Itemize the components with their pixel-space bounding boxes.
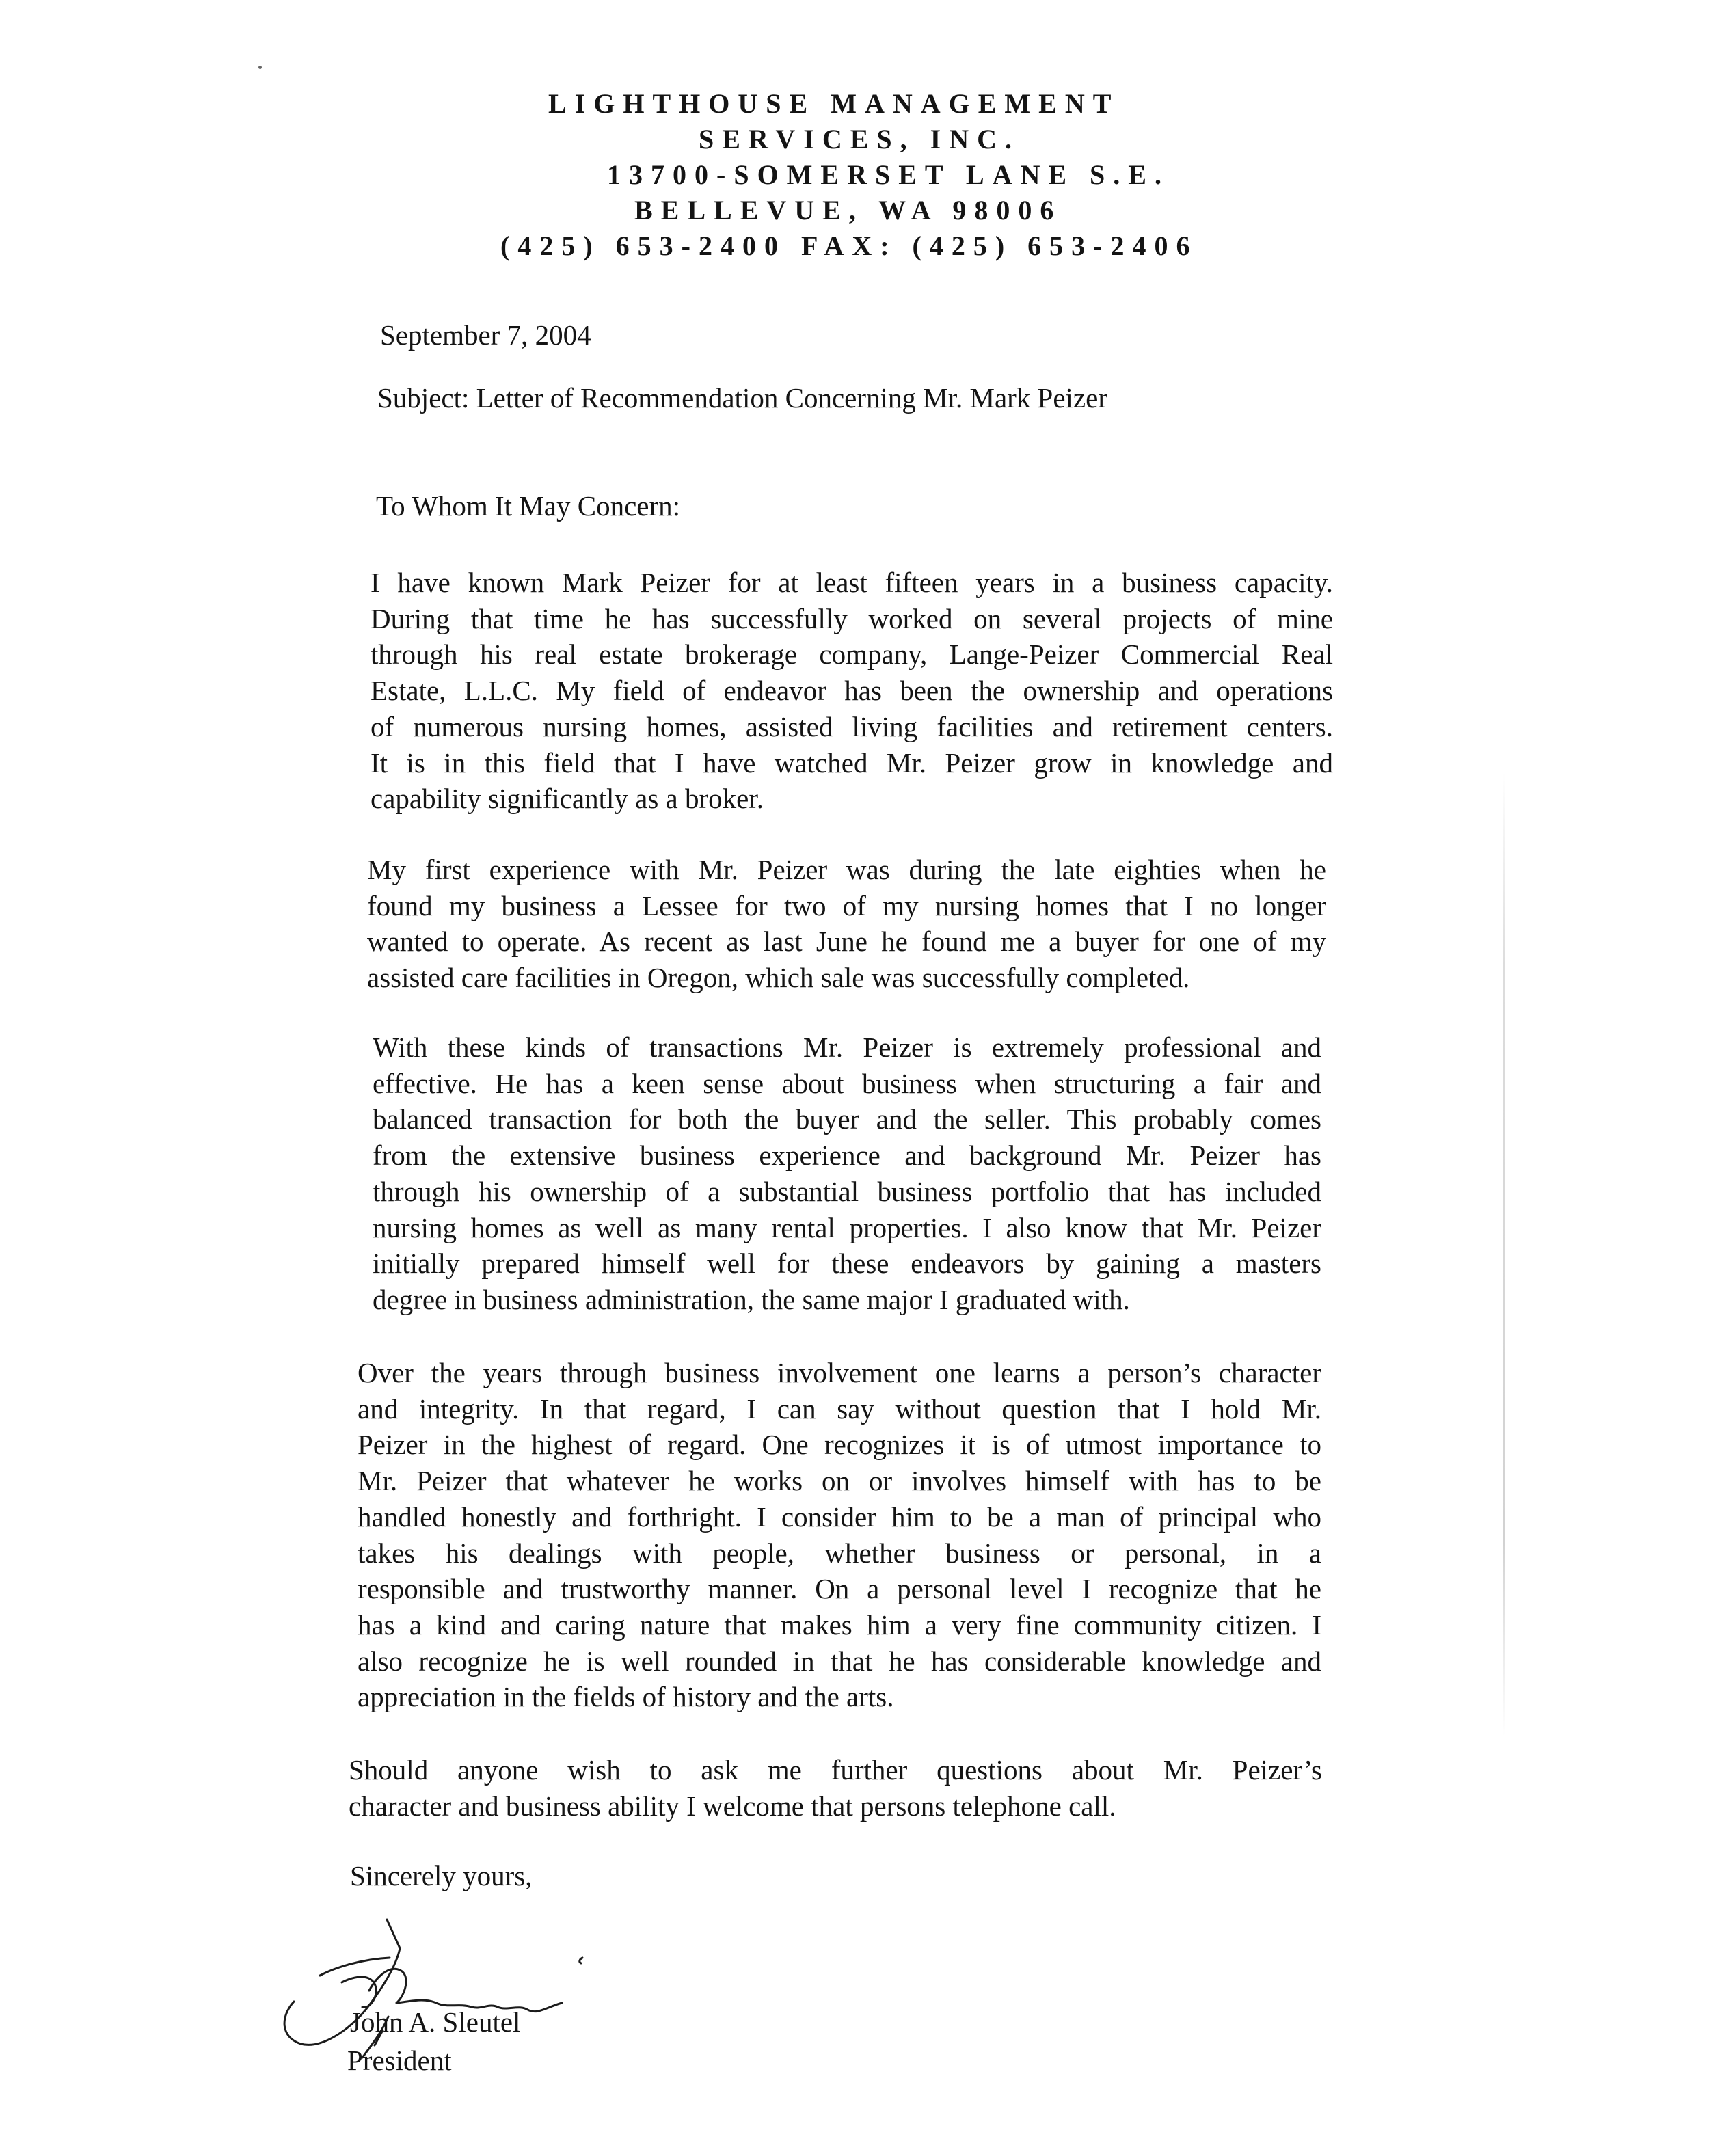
paragraph-line: Should anyone wish to ask me further questions about Mr. Peizer’s — [349, 1754, 1322, 1786]
signer-title: President — [347, 2045, 452, 2076]
letterhead-company-line2: SERVICES, INC. — [699, 124, 1021, 154]
paragraph-line: character and business ability I welcome that persons telephone call. — [349, 1790, 1116, 1822]
letterhead-company-line1: LIGHTHOUSE MANAGEMENT — [548, 88, 1120, 119]
paragraph-line: It is in this field that I have watched Mr. Peizer grow in knowledge and — [371, 746, 1333, 779]
paragraph-line: I have known Mark Peizer for at least fifteen years in a business capacity. — [371, 567, 1333, 598]
paragraph-line: Estate, L.L.C. My field of endeavor has been the ownership and operations — [371, 675, 1333, 707]
closing-text: Sincerely yours, — [350, 1860, 533, 1891]
body-paragraph-1 — [371, 565, 1333, 817]
paragraph-line: capability significantly as a broker. — [371, 783, 764, 815]
body-paragraph-2 — [367, 852, 1326, 996]
letterhead-phone-fax: (425) 653-2400 FAX: (425) 653-2406 — [500, 230, 1198, 261]
paragraph-line: takes his dealings with people, whether business or personal, in a — [358, 1537, 1321, 1569]
body-paragraph-4 — [358, 1355, 1321, 1715]
paragraph-line: effective. He has a keen sense about business when structuring a fair and — [373, 1067, 1321, 1099]
paragraph-line: balanced transaction for both the buyer and the seller. This probably comes — [373, 1103, 1321, 1135]
paragraph-line: nursing homes as well as many rental properties. I also know that Mr. Peizer — [373, 1211, 1321, 1243]
paragraph-line: from the extensive business experience and background Mr. Peizer has — [373, 1140, 1321, 1172]
paragraph-line: found my business a Lessee for two of my nursing homes that I no longer — [367, 889, 1326, 921]
letter-date: September 7, 2004 — [380, 319, 591, 351]
paragraph-line: My first experience with Mr. Peizer was during the late eighties when he — [367, 854, 1326, 885]
letter-subject: Subject: Letter of Recommendation Concerning Mr. Mark Peizer — [377, 382, 1107, 414]
paragraph-line: During that time he has successfully worked on several projects of mine — [371, 602, 1333, 634]
paragraph-line: wanted to operate. As recent as last June he found me a buyer for one of my — [367, 926, 1326, 958]
letterhead-city-state-zip: BELLEVUE, WA 98006 — [634, 195, 1062, 226]
scan-edge-line — [1503, 772, 1505, 1736]
scan-speck — [258, 66, 262, 69]
paragraph-line: degree in business administration, the same major I graduated with. — [373, 1283, 1130, 1315]
signer-name: John A. Sleutel — [350, 2006, 521, 2038]
body-paragraph-5 — [349, 1752, 1322, 1824]
paragraph-line: Mr. Peizer that whatever he works on or involves himself with has to be — [358, 1465, 1321, 1497]
letter-salutation: To Whom It May Concern: — [376, 490, 681, 522]
paragraph-line: of numerous nursing homes, assisted living facilities and retirement centers. — [371, 710, 1333, 742]
paragraph-line: and integrity. In that regard, I can say without question that I hold Mr. — [358, 1392, 1321, 1425]
body-paragraph-3 — [373, 1029, 1321, 1318]
paragraph-line: Over the years through business involvement one learns a person’s character — [358, 1357, 1321, 1388]
paragraph-line: assisted care facilities in Oregon, which sale was successfully completed. — [367, 962, 1190, 994]
letterhead-street-address: 13700-SOMERSET LANE S.E. — [607, 159, 1170, 190]
handwritten-signature — [253, 1900, 649, 2064]
paragraph-line: also recognize he is well rounded in that he has considerable knowledge and — [358, 1645, 1321, 1677]
paragraph-line: through his real estate brokerage company, Lange-Peizer Commercial Real — [371, 638, 1333, 671]
paragraph-line: appreciation in the fields of history and the arts. — [358, 1681, 894, 1713]
paragraph-line: responsible and trustworthy manner. On a personal level I recognize that he — [358, 1573, 1321, 1605]
paragraph-line: through his ownership of a substantial business portfolio that has included — [373, 1175, 1321, 1207]
paragraph-line: initially prepared himself well for these endeavors by gaining a masters — [373, 1248, 1321, 1280]
paragraph-line: has a kind and caring nature that makes him a very fine community citizen. I — [358, 1608, 1321, 1641]
paragraph-line: With these kinds of transactions Mr. Peizer is extremely professional and — [373, 1032, 1321, 1063]
paragraph-line: Peizer in the highest of regard. One recognizes it is of utmost importance to — [358, 1429, 1321, 1461]
paragraph-line: handled honestly and forthright. I consider him to be a man of principal who — [358, 1500, 1321, 1533]
